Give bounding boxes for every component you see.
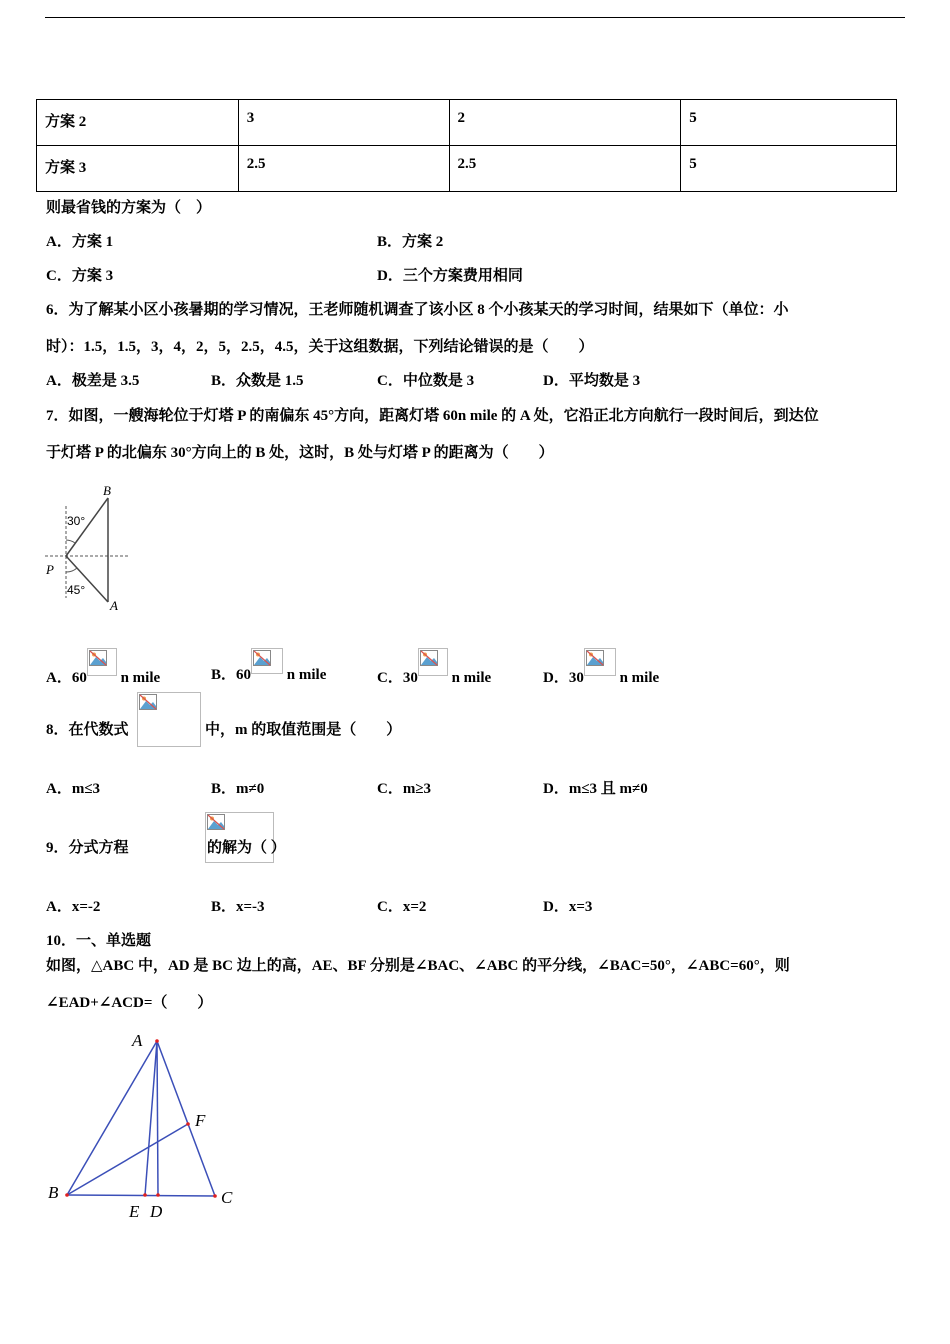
q7-option-d — [543, 648, 659, 688]
option-unit: n mile — [619, 670, 660, 686]
q6-line1: 6．为了解某小区小孩暑期的学习情况，王老师随机调查了该小区 8 个小孩某天的学习时间，结果如下（单位：小 — [46, 302, 789, 318]
q6-option-c: C．中位数是 3 — [377, 373, 475, 389]
point-f — [186, 1122, 190, 1126]
q8-pre: 8．在代数式 — [46, 722, 129, 738]
segment-bc — [67, 1195, 215, 1196]
q8-option-b: B．m≠0 — [211, 781, 265, 797]
q6-option-a: A．极差是 3.5 — [46, 373, 140, 389]
q10-section: 10．一、单选题 — [46, 933, 152, 949]
segment-ac — [157, 1041, 215, 1196]
option-unit: n mile — [286, 667, 327, 683]
table-cell: 2.5 — [449, 146, 681, 192]
q9-option-c: C．x=2 — [377, 899, 427, 915]
q5-stem: 则最省钱的方案为（ ） — [46, 200, 212, 216]
point-b — [65, 1193, 69, 1197]
q5-option-b: B．方案 2 — [377, 234, 444, 250]
segment-ab — [67, 1041, 157, 1195]
label-c: C — [221, 1188, 233, 1207]
broken-image-icon — [87, 648, 117, 676]
label-angle-30: 30° — [67, 514, 86, 528]
segment-bf — [67, 1124, 188, 1195]
point-a — [155, 1039, 159, 1043]
option-prefix: B．60 — [211, 667, 252, 683]
lighthouse-figure — [40, 478, 130, 618]
label-d: D — [150, 1202, 163, 1221]
label-f: F — [195, 1111, 206, 1130]
point-d — [156, 1193, 160, 1197]
q7-option-a — [46, 648, 160, 688]
table-row — [37, 146, 897, 192]
q6-option-d: D．平均数是 3 — [543, 373, 641, 389]
label-angle-45: 45° — [67, 583, 86, 597]
label-b: B — [103, 483, 111, 498]
point-c — [213, 1194, 217, 1198]
table-row — [37, 100, 897, 146]
option-prefix: C．30 — [377, 670, 418, 686]
table-cell: 2.5 — [238, 146, 449, 192]
label-a: A — [110, 598, 118, 613]
q10-line1: 如图，△ABC 中，AD 是 BC 边上的高，AE、BF 分别是∠BAC、∠ABC 的平分线，∠BAC=50°，∠ABC=60°，则 — [46, 958, 790, 974]
table-cell: 2 — [449, 100, 681, 146]
table-cell: 3 — [238, 100, 449, 146]
q6-option-b: B．众数是 1.5 — [211, 373, 304, 389]
broken-image-icon — [584, 648, 616, 676]
q5-option-d: D．三个方案费用相同 — [377, 268, 523, 284]
option-unit: n mile — [451, 670, 492, 686]
table-cell: 方案 3 — [37, 146, 239, 192]
label-e: E — [129, 1202, 140, 1221]
q9-option-a: A．x=-2 — [46, 899, 101, 915]
q6-line2: 时）：1.5，1.5，3，4，2，5，2.5，4.5，关于这组数据，下列结论错误的是（ ） — [46, 339, 594, 355]
option-unit: n mile — [120, 670, 161, 686]
broken-image-icon — [137, 692, 201, 747]
table-cell: 5 — [681, 100, 897, 146]
q9-option-b: B．x=-3 — [211, 899, 265, 915]
broken-image-icon — [418, 648, 448, 676]
option-prefix: A．60 — [46, 670, 87, 686]
q5-option-c: C．方案 3 — [46, 268, 114, 284]
q9-pre: 9．分式方程 — [46, 840, 129, 856]
q7-option-b — [211, 648, 326, 685]
q8-option-c: C．m≥3 — [377, 781, 432, 797]
header-rule — [45, 17, 905, 18]
angle-arc-30 — [66, 540, 75, 543]
q9-option-d: D．x=3 — [543, 899, 593, 915]
segment-ad — [157, 1041, 158, 1195]
q8-option-d: D．m≤3 且 m≠0 — [543, 781, 648, 797]
q9-post: 的解为（ ） — [207, 840, 286, 856]
angle-arc-45 — [66, 568, 77, 572]
q10-line2: ∠EAD+∠ACD=（ ） — [46, 995, 213, 1011]
q7-line1: 7．如图，一艘海轮位于灯塔 P 的南偏东 45°方向，距离灯塔 60n mile 的 A 处，它沿正北方向航行一段时间后，到达位 — [46, 408, 819, 424]
q8-post: 中，m 的取值范围是（ ） — [205, 722, 402, 738]
plan-table — [36, 99, 897, 192]
label-a: A — [132, 1031, 143, 1050]
table-cell: 方案 2 — [37, 100, 239, 146]
table-cell: 5 — [681, 146, 897, 192]
point-e — [143, 1193, 147, 1197]
option-prefix: D．30 — [543, 670, 584, 686]
label-p: P — [46, 562, 54, 577]
q7-option-c — [377, 648, 491, 688]
triangle-figure — [40, 1025, 250, 1225]
segment-ae — [145, 1041, 157, 1195]
q7-line2: 于灯塔 P 的北偏东 30°方向上的 B 处，这时，B 处与灯塔 P 的距离为（ ） — [46, 445, 554, 461]
q5-option-a: A．方案 1 — [46, 234, 114, 250]
label-b: B — [48, 1183, 59, 1202]
broken-image-icon — [251, 648, 283, 674]
q8-option-a: A．m≤3 — [46, 781, 101, 797]
